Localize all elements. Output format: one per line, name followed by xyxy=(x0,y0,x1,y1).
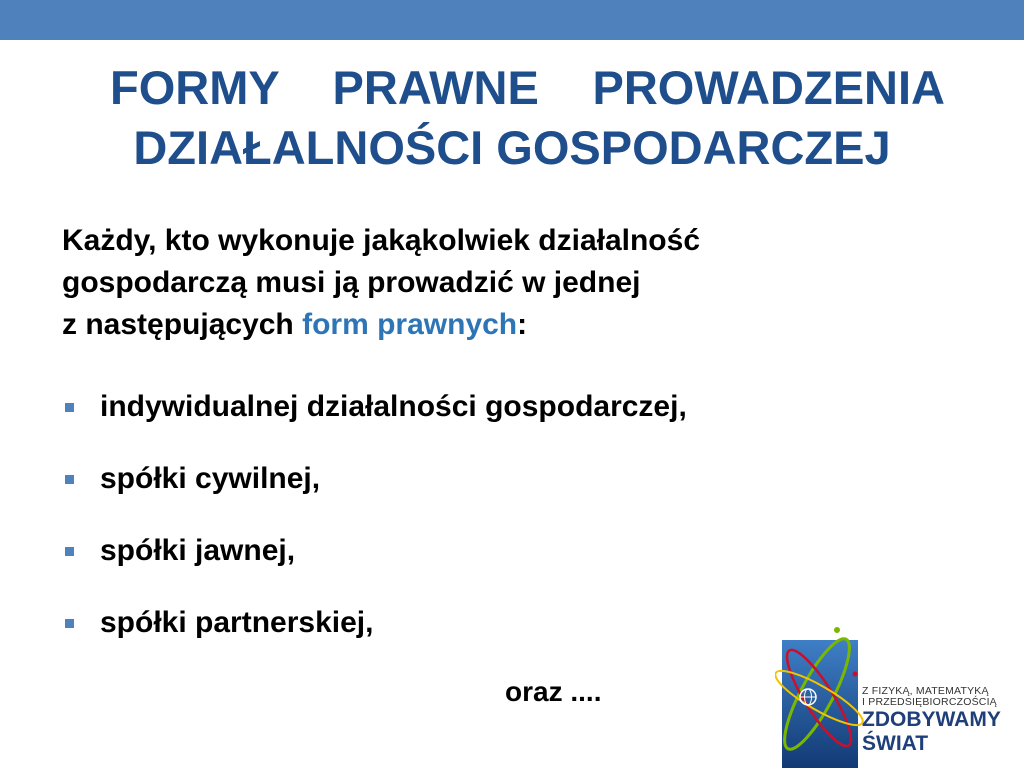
bullet-square-icon xyxy=(65,475,74,484)
list-item xyxy=(62,458,687,530)
logo-line-2: I PRZEDSIĘBIORCZOŚCIĄ xyxy=(862,696,997,708)
bullet-square-icon xyxy=(65,619,74,628)
footer-text: oraz .... xyxy=(505,676,602,707)
bullet-square-icon xyxy=(65,403,74,412)
intro-paragraph xyxy=(62,220,962,346)
intro-line-3 xyxy=(62,304,962,346)
intro-line-3-suffix: : xyxy=(517,308,528,341)
intro-line-1: Każdy, kto wykonuje jakąkolwiek działalność xyxy=(62,224,700,257)
title-line-1: FORMY PRAWNE PROWADZENIA xyxy=(110,61,945,114)
logo-text xyxy=(862,686,1001,756)
list-item xyxy=(62,386,687,458)
title-line-2: DZIAŁALNOŚCI GOSPODARCZEJ xyxy=(133,121,891,174)
list-item-label: spółki jawnej, xyxy=(100,534,296,567)
list-item xyxy=(62,602,687,674)
logo-line-1: Z FIZYKĄ, MATEMATYKĄ xyxy=(862,685,989,697)
logo-line-3: ZDOBYWAMY xyxy=(862,708,1001,731)
bullet-square-icon xyxy=(65,547,74,556)
form-prawnych-highlight: form prawnych xyxy=(302,308,518,341)
list-item-label: spółki partnerskiej, xyxy=(100,606,374,639)
list-item xyxy=(62,530,687,602)
legal-forms-list xyxy=(62,386,687,674)
logo-line-4: ŚWIAT xyxy=(862,732,929,755)
list-item-label: indywidualnej działalności gospodarczej, xyxy=(100,390,687,423)
list-item-label: spółki cywilnej, xyxy=(100,462,321,495)
intro-line-2: gospodarczą musi ją prowadzić w jednej xyxy=(62,266,641,299)
intro-line-3-prefix: z następujących xyxy=(62,308,303,341)
top-accent-bar xyxy=(0,0,1024,40)
slide-title xyxy=(0,58,1024,178)
